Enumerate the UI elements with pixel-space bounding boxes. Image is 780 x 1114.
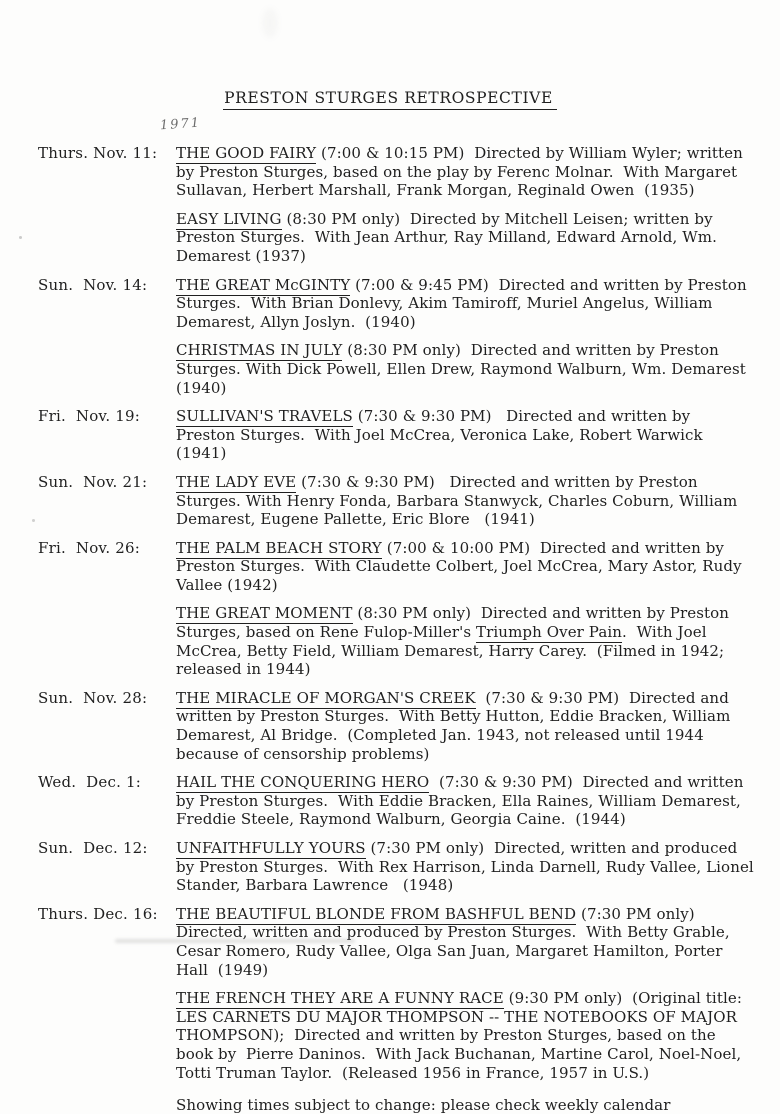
entry-date: Sun. Nov. 14: (38, 275, 148, 294)
entry-date: Sun. Dec. 12: (38, 839, 148, 857)
film-title: THE GREAT McGINTY (176, 275, 351, 294)
film-description: (7:30 & 9:30 PM) Directed and written by Preston Sturges. With Henry Fonda, Barbara Stanwyck, Charles Coburn, William Demarest, Eugene Pallette, Eric Blore (1941) (176, 472, 743, 529)
film-entry (176, 773, 754, 829)
entry-films (176, 473, 754, 539)
film-title: THE MIRACLE OF MORGAN'S CREEK (176, 688, 476, 707)
film-description: . With Joel McCrea, Betty Field, William Demarest, Harry Carey. (Filmed in 1942; released in 1944) (176, 623, 730, 679)
handwritten-year-annotation: 1971 (159, 115, 202, 134)
entry-films (176, 839, 759, 905)
schedule-entry (38, 539, 780, 689)
entry-date: Wed. Dec. 1: (38, 773, 142, 792)
entry-date: Thurs. Nov. 11: (38, 144, 158, 162)
film-title: THE LADY EVE (176, 472, 297, 491)
film-entry (176, 144, 754, 200)
schedule-entry (38, 689, 780, 773)
film-description: (9:30 PM only) (Original title: LES CARNETS DU MAJOR THOMPSON -- THE NOTEBOOKS OF MAJOR THOMPSON); Directed and written by Preston Sturges, based on the book by Pierre Daninos. With Jack Buchanan, Martine Carol, Noel-Noel, Totti Truman Taylor. (Released 1956 in France, 1957 in U.S.) (176, 989, 747, 1082)
entry-films (176, 407, 754, 473)
film-title: SULLIVAN'S TRAVELS (176, 407, 353, 426)
film-title: CHRISTMAS IN JULY (176, 341, 343, 360)
entry-films (176, 689, 754, 773)
entry-films (176, 773, 754, 839)
schedule-entry (38, 773, 780, 839)
film-entry (176, 473, 754, 529)
film-entry (176, 839, 759, 895)
film-title: THE BEAUTIFUL BLONDE FROM BASHFUL BEND (176, 904, 577, 923)
entry-films (176, 539, 754, 689)
film-entry (176, 210, 754, 266)
schedule-entry (38, 905, 780, 1092)
film-description: (7:00 & 10:15 PM) Directed by William Wyler; written by Preston Sturges, based on the play by Ferenc Molnar. With Margaret Sullavan, Herbert Marshall, Frank Morgan, Reginald Owen (1935) (176, 144, 748, 200)
schedule-entry (38, 407, 780, 473)
entry-films (176, 905, 754, 1092)
film-title: THE GREAT MOMENT (176, 604, 353, 623)
film-description: (8:30 PM only) Directed and written by Preston Sturges. With Dick Powell, Ellen Drew, Raymond Walburn, Wm. Demarest (1940) (176, 341, 756, 397)
film-title: EASY LIVING (176, 209, 282, 228)
film-title: HAIL THE CONQUERING HERO (176, 773, 430, 792)
film-title: THE PALM BEACH STORY (176, 538, 382, 557)
entry-date: Sun. Nov. 21: (38, 472, 148, 491)
schedule-entry (38, 473, 780, 539)
film-title: THE GOOD FAIRY (176, 144, 317, 162)
entry-date: Sun. Nov. 28: (38, 688, 148, 707)
scan-smudge-top (262, 8, 278, 38)
entry-date: Thurs. Dec. 16: (38, 904, 158, 923)
film-entry (176, 604, 754, 678)
film-title: THE FRENCH THEY ARE A FUNNY RACE (176, 989, 504, 1008)
film-description: (7:00 & 9:45 PM) Directed and written by Preston Sturges. With Brian Donlevy, Akim Tamiroff, Muriel Angelus, William Demarest, Allyn Joslyn. (1940) (176, 275, 752, 331)
film-description: (7:30 & 9:30 PM) Directed and written by Preston Sturges. With Eddie Bracken, Ella Raines, William Demarest, Freddie Steele, Raymond Walburn, Georgia Caine. (1944) (176, 773, 749, 829)
film-description: (7:30 & 9:30 PM) Directed and written by Preston Sturges. With Joel McCrea, Veronica Lake, Robert Warwick (1941) (176, 407, 713, 463)
film-description: (7:00 & 10:00 PM) Directed and written by Preston Sturges. With Claudette Colbert, Joel McCrea, Mary Astor, Rudy Vallee (1942) (176, 538, 747, 594)
film-entry (176, 276, 754, 332)
entry-films (176, 144, 754, 276)
film-entry (176, 407, 754, 463)
entry-films (176, 276, 754, 408)
schedule-entry (38, 276, 780, 408)
film-title: Triumph Over Pain (476, 623, 623, 642)
film-description: (7:30 PM only) Directed, written and produced by Preston Sturges. With Betty Grable, Cesar Romero, Rudy Vallee, Olga San Juan, Margaret Hamilton, Porter Hall (1949) (176, 904, 735, 979)
film-entry (176, 341, 754, 397)
film-entry (176, 905, 754, 979)
schedule-entry (38, 144, 780, 276)
film-entry (176, 539, 754, 595)
page-title: PRESTON STURGES RETROSPECTIVE (223, 89, 557, 110)
footer-note: Showing times subject to change: please check weekly calendar (176, 1096, 671, 1114)
title-row (0, 88, 780, 110)
film-description: (7:30 PM only) Directed, written and produced by Preston Sturges. With Rex Harrison, Linda Darnell, Rudy Vallee, Lionel Stander, Barbara Lawrence (1948) (176, 839, 759, 895)
film-description: (8:30 PM only) Directed by Mitchell Leisen; written by Preston Sturges. With Jean Arthur, Ray Milland, Edward Arnold, Wm. Demarest (1937) (176, 209, 722, 265)
schedule-entry (38, 839, 780, 905)
film-entry (176, 689, 754, 763)
film-description: (8:30 PM only) Directed and written by Preston Sturges, based on Rene Fulop-Miller's (176, 604, 734, 642)
film-title: UNFAITHFULLY YOURS (176, 839, 366, 857)
entry-date: Fri. Nov. 26: (38, 538, 141, 557)
film-entry (176, 989, 754, 1082)
schedule-list (0, 130, 780, 1092)
film-description: (7:30 & 9:30 PM) Directed and written by Preston Sturges. With Betty Hutton, Eddie Bracken, William Demarest, Al Bridge. (Completed Jan. 1943, not released until 1944 because of censorship problems) (176, 688, 736, 763)
entry-date: Fri. Nov. 19: (38, 407, 141, 426)
